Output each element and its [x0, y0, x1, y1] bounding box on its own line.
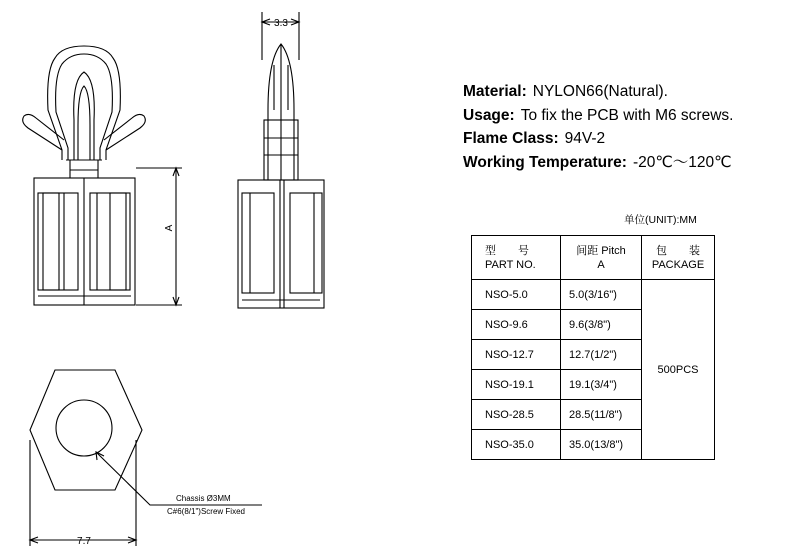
callout-chassis: Chassis Ø3MM: [176, 494, 231, 503]
part-cell: NSO-28.5: [472, 400, 561, 430]
header-package-en: PACKAGE: [651, 258, 705, 271]
dimension-a: [136, 168, 182, 305]
dim-height-label: A: [164, 224, 175, 232]
package-cell: 500PCS: [642, 280, 715, 460]
pitch-cell: 9.6(3/8"): [561, 310, 642, 340]
callout-screw: C#6(8/1")Screw Fixed: [167, 507, 245, 516]
part-cell: NSO-19.1: [472, 370, 561, 400]
header-part-no-cn: 型 号: [485, 244, 529, 257]
part-cell: NSO-12.7: [472, 340, 561, 370]
spec-block: [463, 80, 733, 174]
spec-usage: [463, 104, 733, 128]
pitch-cell: 5.0(3/16"): [561, 280, 642, 310]
hex-view: [30, 370, 262, 546]
spec-material-value: NYLON66(Natural).: [532, 83, 668, 100]
header-pitch-cn: 间距 Pitch: [576, 244, 626, 257]
parts-table: [471, 235, 715, 460]
pitch-cell: 35.0(13/8"): [561, 430, 642, 460]
spec-flame-label: Flame Class:: [463, 130, 559, 147]
front-view-body: [34, 178, 135, 305]
part-cell: NSO-5.0: [472, 280, 561, 310]
spec-temp: [463, 151, 733, 175]
header-package: [642, 236, 715, 280]
header-package-cn: 包 装: [656, 244, 700, 257]
table-header-row: [472, 236, 715, 280]
spec-usage-label: Usage:: [463, 106, 515, 124]
spec-usage-value: To fix the PCB with M6 screws.: [520, 106, 734, 124]
header-part-no-en: PART NO.: [485, 258, 536, 271]
pitch-cell: 28.5(11/8"): [561, 400, 642, 430]
spec-temp-value: -20℃～120℃: [632, 153, 732, 171]
unit-note: 单位(UNIT):MM: [624, 214, 697, 226]
spec-flame: [463, 127, 733, 151]
spec-material-label: Material:: [463, 83, 527, 100]
side-view: [238, 12, 324, 308]
pitch-cell: 12.7(1/2"): [561, 340, 642, 370]
dim-top-width-label: 3.3: [274, 18, 288, 29]
part-cell: NSO-35.0: [472, 430, 561, 460]
dim-hex-width-label: 7.7: [77, 536, 91, 547]
spec-material: [463, 80, 733, 104]
spec-temp-label: Working Temperature:: [463, 153, 627, 171]
pitch-cell: 19.1(3/4"): [561, 370, 642, 400]
front-view-clip: [23, 46, 146, 178]
spec-flame-value: 94V-2: [564, 130, 606, 147]
header-part-no: [472, 236, 561, 280]
part-cell: NSO-9.6: [472, 310, 561, 340]
header-pitch: [561, 236, 642, 280]
header-pitch-en: A: [597, 258, 605, 271]
table-row: [472, 280, 715, 310]
